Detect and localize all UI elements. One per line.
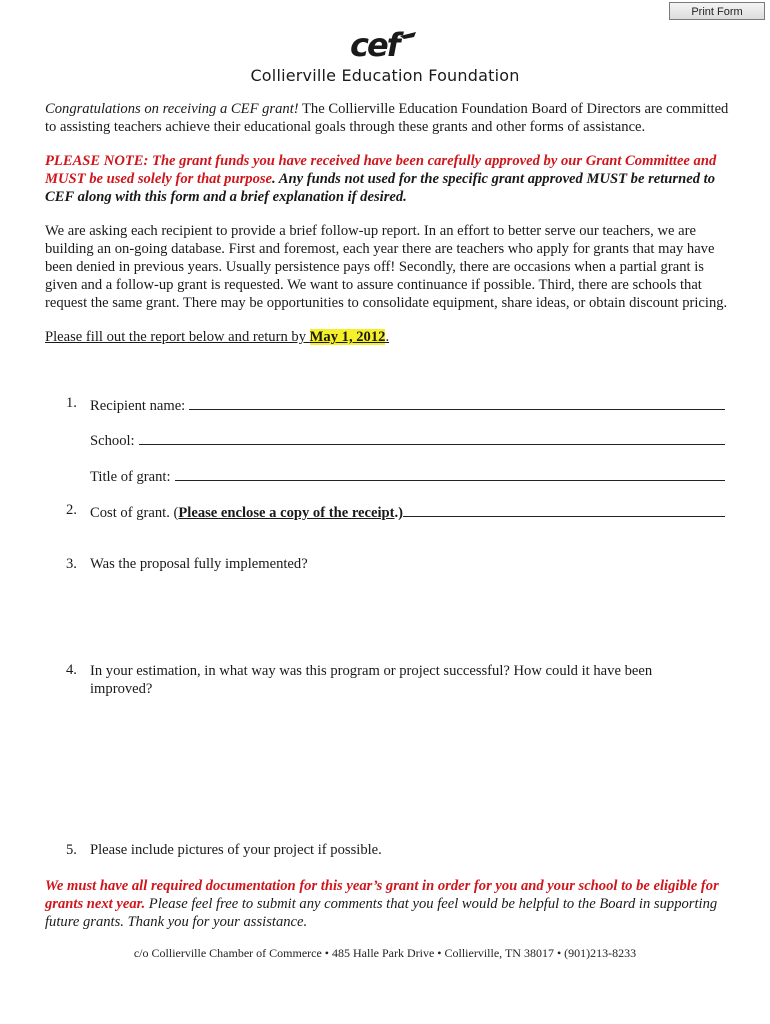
print-form-button[interactable]: Print Form (669, 2, 765, 20)
intro-lead: Congratulations on receiving a CEF grant! (45, 101, 299, 117)
cost-field[interactable] (403, 502, 725, 517)
q4-text: In your estimation, in what way was this program or project successful? How could it have been improved? (90, 663, 653, 697)
logo-text: cef (350, 26, 399, 64)
instruction-end: . (385, 329, 390, 345)
q4-number: 4. (66, 662, 77, 678)
q3-text: Was the proposal fully implemented? (90, 556, 308, 572)
note-part1: PLEASE NOTE: The grant funds you have received have been carefully approved by our Grant Committee and (45, 153, 717, 169)
org-name: Collierville Education Foundation (250, 66, 520, 85)
q5-text: Please include pictures of your project if possible. (90, 842, 382, 858)
note-part2: MUST be used solely for that purpose (45, 171, 273, 187)
recipient-name-label: Recipient name: (90, 398, 186, 414)
q4-answer-area[interactable] (90, 704, 725, 834)
please-note (45, 152, 735, 206)
school-row (90, 430, 725, 450)
cost-row (90, 502, 725, 522)
due-date: May 1, 2012 (309, 329, 386, 345)
cost-label (90, 505, 403, 522)
logo-swoosh (400, 32, 416, 39)
q1-number: 1. (66, 395, 77, 411)
instruction-text: Please fill out the report below and return by (45, 329, 310, 345)
recipient-name-field[interactable] (189, 395, 725, 410)
closing-rest: Please feel free to submit any comments that you feel would be helpful to the Board in supporting future grants. Thank you for your assistance. (45, 896, 718, 930)
cost-label-end: .) (394, 505, 404, 521)
school-label: School: (90, 433, 135, 449)
intro-rest: The Collierville Education Foundation Board of Directors are committed to assisting teachers achieve their educational goals through these grants and other forms of assistance. (45, 101, 729, 135)
receipt-note: Please enclose a copy of the receipt (178, 505, 395, 521)
q2-number: 2. (66, 502, 77, 518)
title-field[interactable] (175, 466, 725, 481)
cef-logo (348, 26, 418, 66)
closing-paragraph (45, 877, 735, 931)
note-part3: . Any funds not used for the specific grant approved MUST be returned to CEF along with this form and a brief explanation if desired. (45, 171, 715, 205)
school-field[interactable] (139, 430, 725, 445)
recipient-name-row (90, 395, 725, 415)
form-body (45, 100, 735, 346)
title-label: Title of grant: (90, 469, 171, 485)
q3-answer-area[interactable] (90, 578, 725, 658)
q3-number: 3. (66, 556, 77, 572)
footer-address: c/o Collierville Chamber of Commerce • 485 Halle Park Drive • Collierville, TN 38017 • (901)213-8233 (133, 946, 637, 960)
followup-paragraph: We are asking each recipient to provide a brief follow-up report. In an effort to better serve our teachers, we are building an on-going database. First and foremost, each year there are teachers who apply for grants that may have been denied in previous years. Usually persistence pays off! Secondly, there are occasions when a partial grant is given and a follow-up grant is requested. We want to assure continuance if possible. Third, there are schools that request the same grant. There may be opportunities to consolidate equipment, share ideas, or obtain discount pricing. (45, 223, 728, 311)
closing-red: We must have all required documentation for this year’s grant in order for you and your school to be eligible for grants next year. (45, 878, 719, 912)
q5-number: 5. (66, 842, 77, 858)
cost-label-text: Cost of grant. ( (90, 505, 179, 521)
intro-paragraph (45, 100, 735, 136)
instruction (45, 328, 735, 346)
title-row (90, 466, 725, 486)
